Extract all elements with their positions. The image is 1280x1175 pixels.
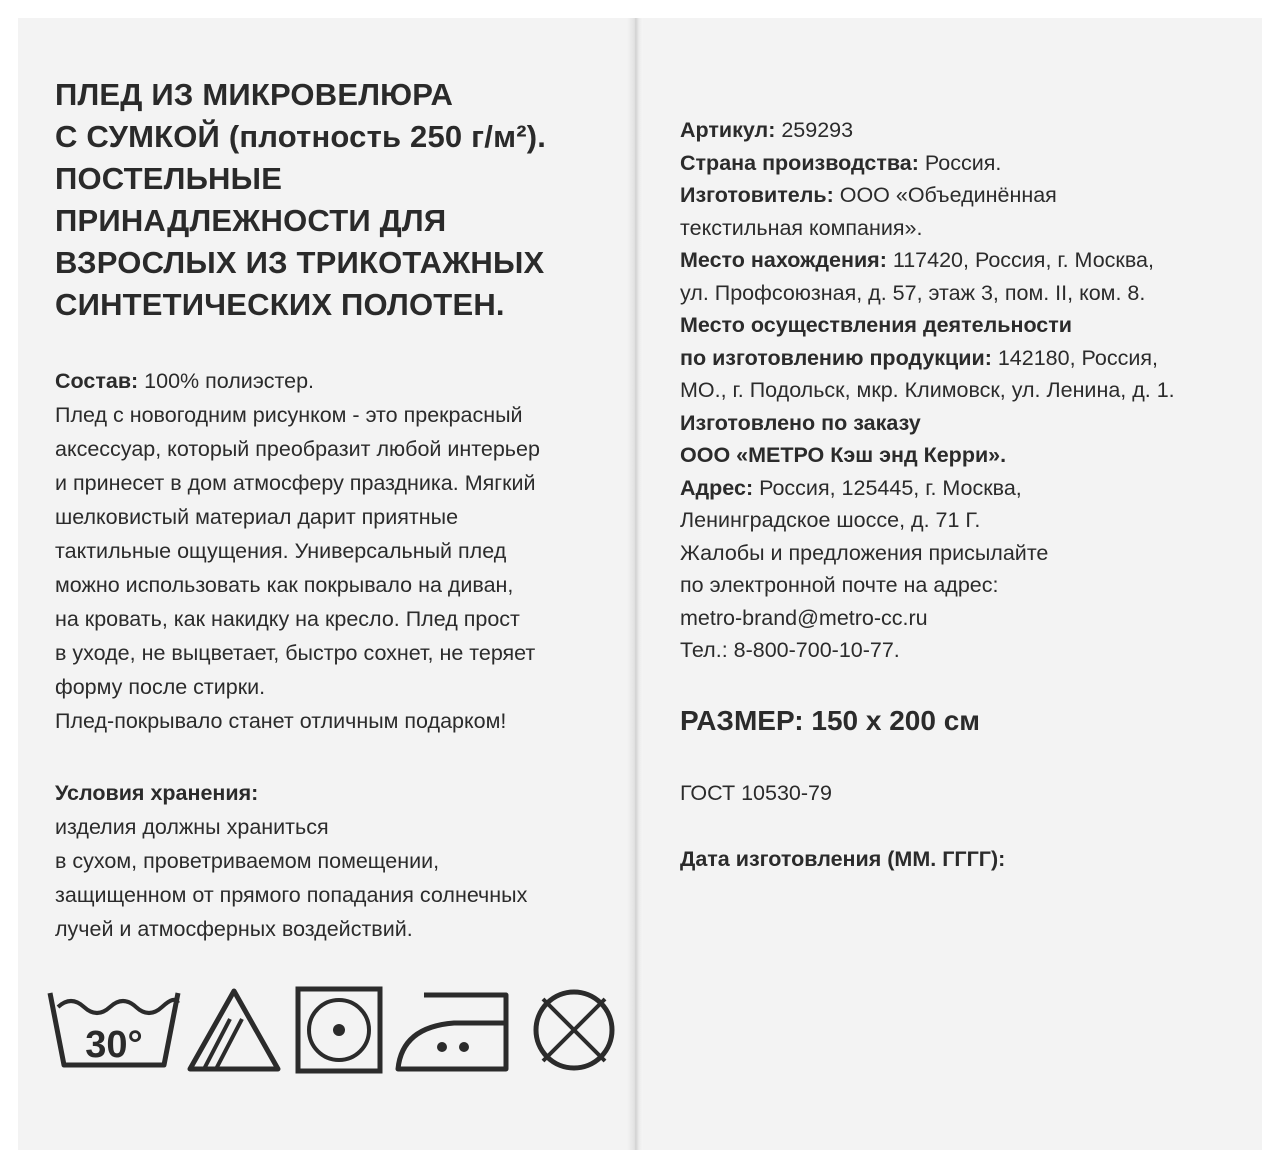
title-line: ПЛЕД ИЗ МИКРОВЕЛЮРА	[55, 77, 454, 112]
storage-first-line	[55, 776, 635, 844]
product-title	[55, 74, 635, 326]
country	[680, 147, 1250, 180]
production-line2: МО., г. Подольск, мкр. Климовск, ул. Ленина, д. 1.	[680, 378, 1175, 402]
address	[680, 472, 1250, 505]
address-label: Адрес:	[680, 475, 754, 500]
description-line: в уходе, не выцветает, быстро сохнет, не теряет	[55, 641, 536, 665]
title-line: С СУМКОЙ (плотность 250 г/м²).	[55, 119, 547, 154]
storage-conditions	[55, 776, 635, 946]
care-icons	[44, 985, 624, 1075]
description-line: можно использовать как покрывало на диван,	[55, 573, 514, 597]
description-line: форму после стирки.	[55, 675, 266, 699]
manufacture-date-label: Дата изготовления (ММ. ГГГГ):	[680, 846, 1006, 871]
description-line: Плед с новогодним рисунком - это прекрасный	[55, 403, 523, 427]
no-dry-clean-icon	[529, 985, 619, 1075]
left-column	[55, 74, 635, 946]
production-label: Место осуществления деятельности	[680, 313, 1072, 337]
storage-line: лучей и атмосферных воздействий.	[55, 917, 413, 941]
order-company: ООО «МЕТРО Кэш энд Керри».	[680, 443, 1007, 467]
description-line: Плед-покрывало станет отличным подарком!	[55, 709, 507, 733]
storage-text: изделия должны храниться	[55, 815, 329, 839]
right-column	[680, 114, 1250, 875]
bleach-triangle-icon	[184, 985, 284, 1075]
wash-temp-label: 30°	[85, 1024, 143, 1066]
article-value: 259293	[775, 118, 854, 142]
location-line2: ул. Профсоюзная, д. 57, этаж 3, пом. II, ком. 8.	[680, 280, 1146, 305]
maker-label: Изготовитель:	[680, 183, 834, 207]
complaints-line2: по электронной почте на адрес:	[680, 573, 999, 597]
description-line: на кровать, как накидку на кресло. Плед прост	[55, 607, 520, 631]
storage-label: Условия хранения:	[55, 781, 259, 805]
article	[680, 114, 1250, 147]
address-line2: Ленинградское шоссе, д. 71 Г.	[680, 508, 981, 532]
title-line: ВЗРОСЛЫХ ИЗ ТРИКОТАЖНЫХ	[55, 245, 545, 280]
title-line: ПРИНАДЛЕЖНОСТИ ДЛЯ	[55, 203, 447, 238]
email: metro-brand@metro-cc.ru	[680, 605, 928, 630]
maker-value: ООО «Объединённая	[833, 183, 1057, 207]
order-label: Изготовлено по заказу	[680, 410, 921, 435]
composition	[55, 364, 635, 398]
production	[680, 342, 1250, 375]
title-line: ПОСТЕЛЬНЫЕ	[55, 161, 283, 196]
composition-label: Состав:	[55, 369, 139, 393]
country-label: Страна производства:	[680, 150, 919, 175]
production-label-line1	[680, 309, 1250, 342]
maker	[680, 179, 1250, 212]
wash-30-icon	[44, 985, 184, 1075]
description-line: и принесет в дом атмосферу праздника. Мягкий	[55, 471, 536, 495]
description-line: аксессуар, который преобразит любой интерьер	[55, 437, 540, 461]
iron-two-dots-icon	[394, 985, 524, 1075]
description	[55, 398, 635, 738]
gost: ГОСТ 10530-79	[680, 780, 832, 805]
complaints-line1: Жалобы и предложения присылайте	[680, 540, 1049, 565]
storage-line: в сухом, проветриваемом помещении,	[55, 849, 440, 873]
location-value: 117420, Россия, г. Москва,	[886, 248, 1154, 272]
description-line: шелковистый материал дарит приятные	[55, 505, 459, 529]
location	[680, 244, 1250, 277]
tumble-dry-icon	[294, 985, 384, 1075]
country-value: Россия.	[918, 150, 1002, 175]
title-line: СИНТЕТИЧЕСКИХ ПОЛОТЕН.	[55, 287, 505, 322]
article-label: Артикул:	[680, 118, 776, 142]
size: РАЗМЕР: 150 х 200 см	[680, 704, 981, 736]
production-value: 142180, Россия,	[991, 345, 1159, 370]
composition-value: 100% полиэстер.	[138, 369, 315, 393]
order-line1	[680, 407, 1250, 440]
address-value: Россия, 125445, г. Москва,	[753, 475, 1022, 500]
storage-line: защищенном от прямого попадания солнечных	[55, 883, 528, 907]
location-label: Место нахождения:	[680, 248, 887, 272]
maker-line2: текстильная компания».	[680, 215, 923, 240]
order-line2	[680, 439, 1250, 472]
phone: Тел.: 8-800-700-10-77.	[680, 638, 900, 662]
description-line: тактильные ощущения. Универсальный плед	[55, 539, 507, 563]
production-label2: по изготовлению продукции:	[680, 345, 992, 370]
